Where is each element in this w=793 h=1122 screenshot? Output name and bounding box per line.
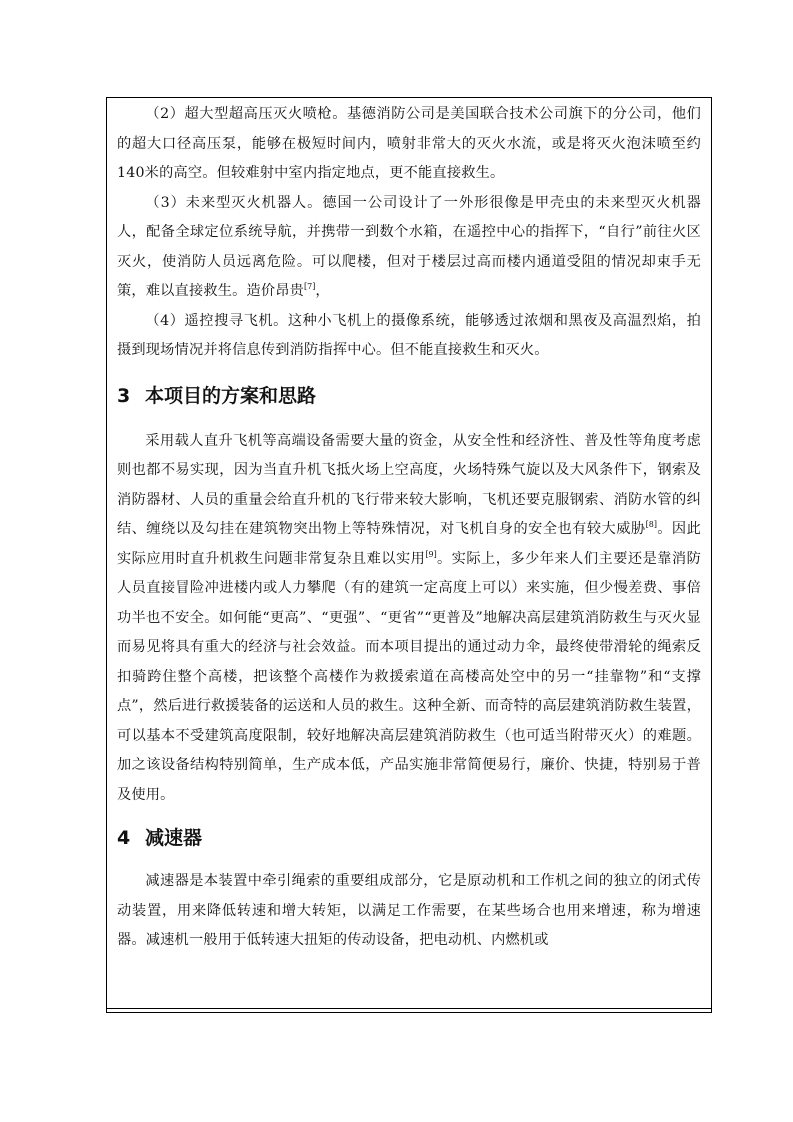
section-number: 3: [117, 384, 131, 407]
document-body: [117, 100, 701, 956]
paragraph-text: （4）遥控搜寻飞机。这种小飞机上的摄像系统，能够透过浓烟和黑夜及高温烈焰，拍摄到现场情况并将信息传到消防指挥中心。但不能直接救生和灭火。: [117, 312, 701, 358]
citation: [8]: [645, 520, 657, 529]
paragraph-item-4: [117, 307, 701, 366]
section-3-paragraph: [117, 427, 701, 811]
citation: [9]: [425, 549, 437, 559]
paragraph-text: 。因此实际应用时直升机救生问题非常复杂且难以实用: [117, 521, 702, 567]
paragraph-text: 。实际上，多少年来人们主要还是靠消防人员直接冒险冲进楼内或人力攀爬（有的建筑一定高度上可以）来实施，但少慢差费、事倍功半也不安全。如何能“更高”、“更强”、“更省”“更普及”地解决高层建筑消防救生与灭火显而易见将具有重大的经济与社会效益。而本项目提出的通过动力伞，最终使带滑轮的绳索反扣骑跨住整个高楼，把该整个高楼作为救援索道在高楼高处空中的另一“挂靠物”和“支撑点”，然后进行救援装备的运送和人员的救生。这种全新、而奇特的高层建筑消防救生装置，可以基本不受建筑高度限制，较好地解决高层建筑消防救生（也可适当附带灭火）的难题。加之该设备结构特别简单，生产成本低，产品实施非常简便易行，廉价、快捷，特别易于普及使用。: [117, 550, 702, 803]
paragraph-text: （2）超大型超高压灭火喷枪。基德消防公司是美国联合技术公司旗下的分公司，他们的超大口径高压泵，能够在极短时间内，喷射非常大的灭火水流，或是将灭火泡沫喷至约140米的高空。但较难射中室内指定地点，更不能直接救生。: [117, 106, 701, 181]
frame-bottom-rule: [106, 1008, 712, 1009]
paragraph-text: （3）未来型灭火机器人。德国一公司设计了一外形很像是甲壳虫的未来型灭火机器人，配备全球定位系统导航，并携带一到数个水箱，在遥控中心的指挥下，“自行”前往火区灭火，使消防人员远离危险。可以爬楼，但对于楼层过高而楼内通道受阻的情况却束手无策，难以直接救生。造价昂贵: [117, 194, 701, 299]
paragraph-item-2: [117, 100, 701, 189]
section-number: 4: [117, 827, 131, 849]
section-title: 减速器: [145, 827, 203, 849]
paragraph-text: 采用载人直升飞机等高端设备需要大量的资金，从安全性和经济性、普及性等角度考虑则也都不易实现，因为当直升机飞抵火场上空高度，火场特殊气旋以及大风条件下，钢索及消防器材、人员的重量会给直升机的飞行带来较大影响，飞机还要克服钢索、消防水管的纠结、缠绕以及勾挂在建筑物突出物上等特殊情况，对飞机自身的安全也有较大威胁: [117, 432, 701, 537]
section-4-paragraph: [117, 867, 701, 956]
citation: [7]: [304, 282, 316, 291]
paragraph-tail: ，: [315, 283, 330, 299]
paragraph-text: 减速器是本装置中牵引绳索的重要组成部分，它是原动机和工作机之间的独立的闭式传动装置，用来降低转速和增大转矩，以满足工作需要，在某些场合也用来增速，称为增速器。减速机一般用于低转速大扭矩的传动设备，把电动机、内燃机或: [117, 873, 701, 948]
paragraph-item-3: [117, 189, 701, 307]
section-heading-3: [117, 382, 701, 410]
section-heading-4: [117, 824, 701, 852]
frame-bottom-rule-double: [106, 1012, 712, 1013]
section-title: 本项目的方案和思路: [145, 384, 317, 407]
